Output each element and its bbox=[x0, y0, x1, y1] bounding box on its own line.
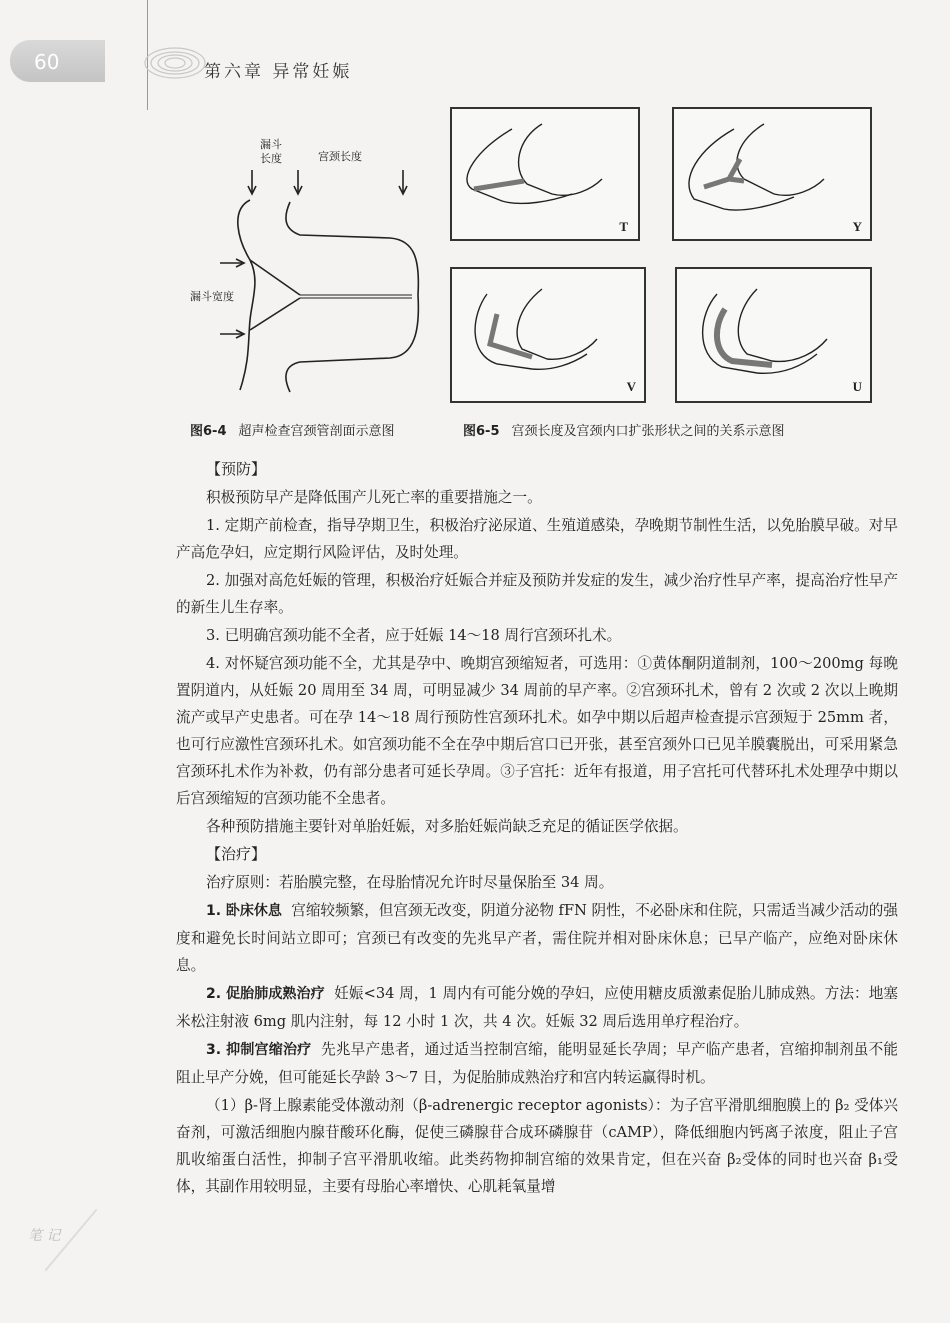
treatment-item-3 bbox=[176, 1036, 898, 1091]
figure-6-4-caption-number: 图6-4 bbox=[190, 424, 227, 439]
margin-notes-label: 笔 记 bbox=[28, 1228, 61, 1244]
panel-letter-v: V bbox=[626, 379, 636, 394]
figure-6-5-caption bbox=[463, 420, 785, 439]
cervix-shape-u-drawing bbox=[677, 269, 870, 401]
panel-t bbox=[450, 107, 640, 241]
treatment-principle: 治疗原则：若胎膜完整，在母胎情况允许时尽量保胎至 34 周。 bbox=[206, 874, 614, 891]
treatment-item-1-text: 宫缩较频繁，但宫颈无改变，阴道分泌物 fFN 阴性，不必卧床和住院，只需适当减少活动的强度和避免长时间站立即可；宫颈已有改变的先兆早产者，需住院并相对卧床休息；已早产临产，应绝对卧床休息。 bbox=[176, 902, 898, 974]
page-number: 60 bbox=[34, 50, 60, 74]
figure-6-5-caption-text: 宫颈长度及宫颈内口扩张形状之间的关系示意图 bbox=[511, 424, 785, 439]
panel-u bbox=[675, 267, 872, 403]
label-funnel-length: 漏斗 长度 bbox=[260, 138, 282, 165]
panel-v bbox=[450, 267, 646, 403]
prevention-intro: 积极预防早产是降低围产儿死亡率的重要措施之一。 bbox=[206, 489, 542, 506]
panel-letter-y: Y bbox=[852, 219, 862, 234]
label-cervix-length: 宫颈长度 bbox=[318, 150, 362, 163]
treatment-item-1-title: 1. 卧床休息 bbox=[206, 903, 282, 919]
treatment-item-2 bbox=[176, 980, 898, 1035]
cervix-section-drawing bbox=[190, 130, 440, 410]
body-text bbox=[176, 456, 898, 1201]
treatment-item-1 bbox=[176, 897, 898, 979]
treatment-item-3-text: 先兆早产患者，通过适当控制宫缩，能明显延长孕周；早产临产患者，宫缩抑制剂虽不能阻止早产分娩，但可能延长孕龄 3～7 日，为促胎肺成熟治疗和宫内转运赢得时机。 bbox=[176, 1041, 898, 1086]
chapter-title: 第六章 异常妊娠 bbox=[204, 62, 353, 82]
cervix-shape-t-drawing bbox=[452, 109, 638, 239]
figure-6-4-caption-text: 超声检查宫颈管剖面示意图 bbox=[238, 424, 395, 439]
prevention-note: 各种预防措施主要针对单胎妊娠，对多胎妊娠尚缺乏充足的循证医学依据。 bbox=[206, 818, 688, 835]
cervix-shape-y-drawing bbox=[674, 109, 870, 239]
panel-letter-t: T bbox=[619, 219, 628, 234]
panel-letter-u: U bbox=[852, 379, 862, 394]
prevention-item-2: 2. 加强对高危妊娠的管理，积极治疗妊娠合并症及预防并发症的发生，减少治疗性早产率，提高治疗性早产的新生儿生存率。 bbox=[176, 572, 898, 616]
figure-6-4-cervix-diagram bbox=[190, 130, 440, 410]
treatment-item-3-1: （1）β-肾上腺素能受体激动剂（β-adrenergic receptor agonists）：为子宫平滑肌细胞膜上的 β₂ 受体兴奋剂，可激活细胞内腺苷酸环化酶，促使三磷腺苷合成环磷腺苷（cAMP），降低细胞内钙离子浓度，阻止子宫肌收缩蛋白活性，抑制子宫平滑肌收缩。此类药物抑制宫缩的效果肯定，但在兴奋 β₂受体的同时也兴奋 β₁受体，其副作用较明显，主要有母胎心率增快、心肌耗氧量增 bbox=[176, 1097, 898, 1195]
prevention-item-1: 1. 定期产前检查，指导孕期卫生，积极治疗泌尿道、生殖道感染，孕晚期节制性生活，以免胎膜早破。对早产高危孕妇，应定期行风险评估，及时处理。 bbox=[176, 517, 898, 561]
prevention-item-4: 4. 对怀疑宫颈功能不全，尤其是孕中、晚期宫颈缩短者，可选用：①黄体酮阴道制剂，100～200mg 每晚置阴道内，从妊娠 20 周用至 34 周，可明显减少 34 周前的早产率。②宫颈环扎术，曾有 2 次或 2 次以上晚期流产或早产史患者。可在孕 14～18 周行预防性宫颈环扎术。如孕中期以后超声检查提示宫颈短于 25mm 者，也可行应激性宫颈环扎术。如宫颈功能不全在孕中期后宫口已开张，甚至宫颈外口已见羊膜囊脱出，可采用紧急宫颈环扎术作为补救，仍有部分患者可延长孕周。③子宫托：近年有报道，用子宫托可代替环扎术处理孕中期以后宫颈缩短的宫颈功能不全患者。 bbox=[176, 655, 898, 807]
section-heading-prevention: 【预防】 bbox=[206, 460, 267, 478]
prevention-item-3: 3. 已明确宫颈功能不全者，应于妊娠 14～18 周行宫颈环扎术。 bbox=[206, 627, 622, 644]
section-heading-treatment: 【治疗】 bbox=[206, 845, 267, 863]
swirl-ornament-icon bbox=[140, 38, 210, 88]
label-funnel-width: 漏斗宽度 bbox=[190, 290, 234, 303]
treatment-item-2-text: 妊娠<34 周，1 周内有可能分娩的孕妇，应使用糖皮质激素促胎儿肺成熟。方法：地塞米松注射液 6mg 肌内注射，每 12 小时 1 次，共 4 次。妊娠 32 周后选用单疗程治疗。 bbox=[176, 985, 898, 1030]
panel-y bbox=[672, 107, 872, 241]
treatment-item-2-title: 2. 促胎肺成熟治疗 bbox=[206, 986, 325, 1002]
figure-6-4-caption bbox=[190, 420, 395, 439]
figure-6-5-caption-number: 图6-5 bbox=[463, 424, 500, 439]
cervix-shape-v-drawing bbox=[452, 269, 644, 401]
treatment-item-3-title: 3. 抑制宫缩治疗 bbox=[206, 1042, 312, 1058]
